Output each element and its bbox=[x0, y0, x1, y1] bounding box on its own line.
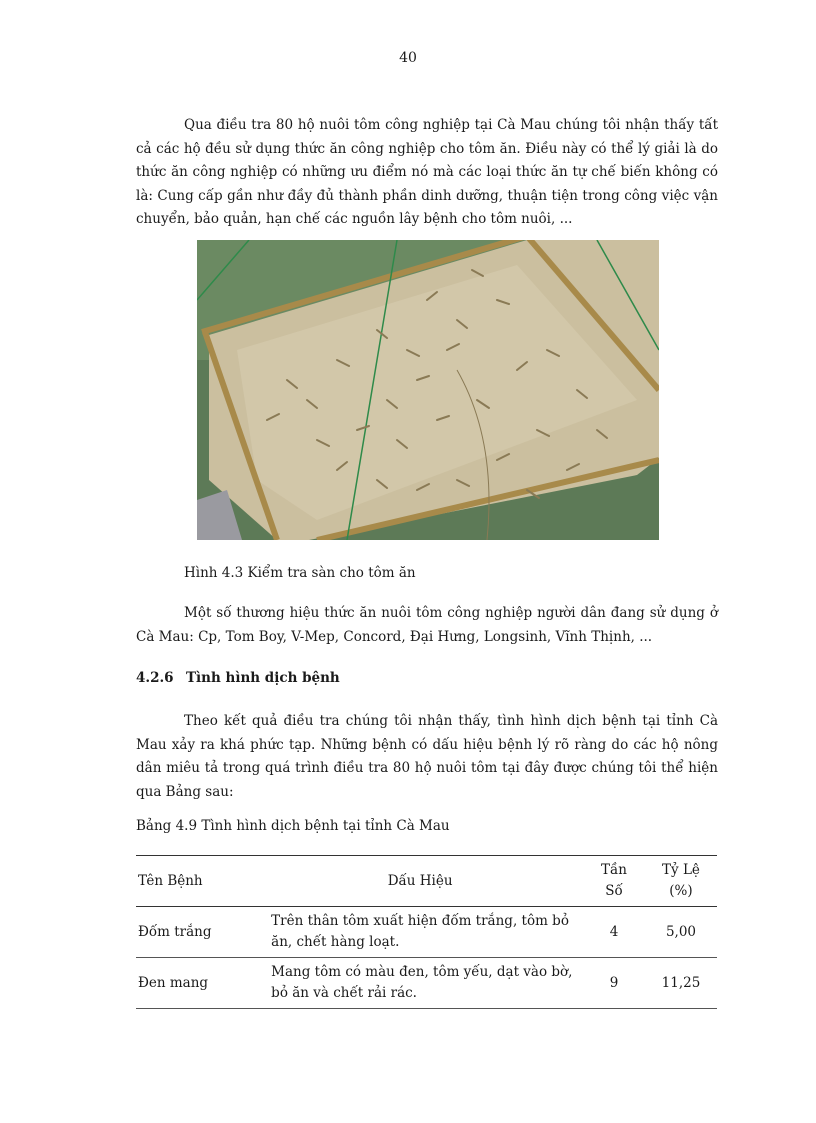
paragraph-feed-usage: Qua điều tra 80 hộ nuôi tôm công nghiệp tại Cà Mau chúng tôi nhận thấy tất cả các hộ đều sử dụng thức ăn công nghiệp cho tôm ăn. Điều này có thể lý giải là do thức ăn công nghiệp có những ưu điểm nó mà các loại thức ăn tự chế biến không có là: Cung cấp gần như đầy đủ thành phần dinh dưỡng, thuận tiện trong công việc vận chuyển, bảo quản, hạn chế các nguồn lây bệnh cho tôm nuôi, ... bbox=[136, 117, 718, 227]
paragraph-brands: Một số thương hiệu thức ăn nuôi tôm công nghiệp người dân đang sử dụng ở Cà Mau: Cp, Tom Boy, V-Mep, Concord, Đại Hưng, Longsinh, Vĩnh Thịnh, ... bbox=[136, 605, 718, 645]
table-row bbox=[136, 907, 717, 958]
table-caption: Bảng 4.9 Tình hình dịch bệnh tại tỉnh Cà Mau bbox=[136, 818, 450, 834]
figure-caption: Hình 4.3 Kiểm tra sàn cho tôm ăn bbox=[184, 565, 416, 581]
feeding-tray-image bbox=[197, 240, 659, 540]
table-header-row bbox=[136, 856, 717, 907]
disease-percentage: 5,00 bbox=[665, 923, 696, 940]
header-signs: Dấu Hiệu bbox=[387, 872, 453, 889]
disease-frequency: 9 bbox=[609, 974, 619, 991]
page-number: 40 bbox=[399, 50, 417, 66]
disease-name: Đốm trắng bbox=[138, 923, 212, 940]
shrink-tray-photo bbox=[197, 240, 659, 540]
section-heading bbox=[136, 670, 340, 686]
disease-frequency: 4 bbox=[609, 923, 619, 940]
section-title: Tình hình dịch bệnh bbox=[186, 670, 340, 686]
header-disease-name: Tên Bệnh bbox=[138, 872, 203, 889]
disease-percentage: 11,25 bbox=[661, 974, 701, 991]
header-percentage: Tỷ Lệ (%) bbox=[662, 862, 700, 899]
disease-signs: Mang tôm có màu đen, tôm yếu, dạt vào bờ, bỏ ăn và chết rải rác. bbox=[271, 964, 573, 1001]
table-row bbox=[136, 958, 717, 1009]
paragraph-disease-situation: Theo kết quả điều tra chúng tôi nhận thấy, tình hình dịch bệnh tại tỉnh Cà Mau xảy ra khá phức tạp. Những bệnh có dấu hiệu bệnh lý rõ ràng do các hộ nông dân miêu tả trong quá trình điều tra 80 hộ nuôi tôm tại đây được chúng tôi thể hiện qua Bảng sau: bbox=[136, 713, 718, 800]
disease-signs: Trên thân tôm xuất hiện đốm trắng, tôm bỏ ăn, chết hàng loạt. bbox=[271, 913, 569, 950]
disease-table bbox=[136, 855, 717, 1009]
section-number: 4.2.6 bbox=[136, 670, 174, 686]
disease-name: Đen mang bbox=[138, 974, 209, 991]
header-frequency: Tần Số bbox=[601, 862, 628, 899]
